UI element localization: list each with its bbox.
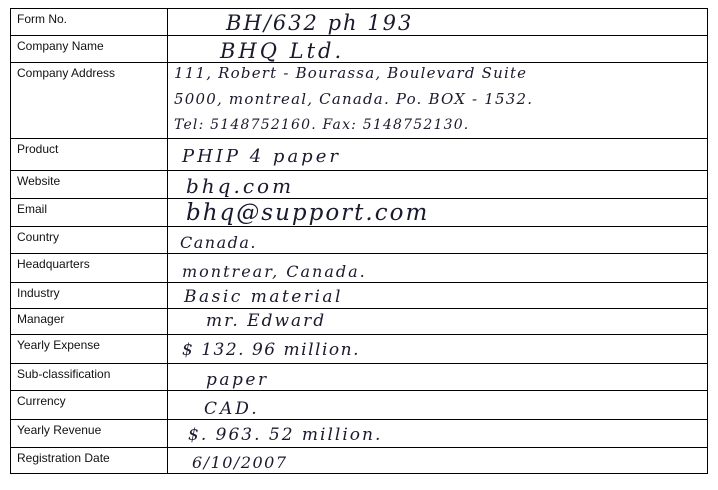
label-country: Country (11, 227, 168, 253)
value-product (168, 139, 707, 170)
row-industry (11, 283, 707, 309)
label-sub-classification: Sub-classification (11, 364, 168, 390)
manager-text: mr. Edward (206, 311, 327, 331)
row-currency (11, 391, 707, 420)
label-email: Email (11, 199, 168, 226)
registration-date-text: 6/10/2007 (192, 453, 288, 472)
row-country (11, 227, 707, 254)
currency-text: CAD. (204, 399, 260, 419)
label-registration-date: Registration Date (11, 448, 168, 473)
product-text: PHIP 4 paper (182, 146, 341, 167)
label-website: Website (11, 171, 168, 198)
value-yearly-revenue (168, 420, 707, 447)
value-sub-classification (168, 364, 707, 390)
value-currency (168, 391, 707, 419)
registration-form (10, 8, 708, 474)
value-industry (168, 283, 707, 308)
row-yearly-expense (11, 335, 707, 364)
website-text: bhq.com (186, 174, 295, 198)
label-product: Product (11, 139, 168, 170)
label-industry: Industry (11, 283, 168, 308)
label-yearly-revenue: Yearly Revenue (11, 420, 168, 447)
company-name-text: BHQ Ltd. (220, 39, 345, 62)
label-company-name: Company Name (11, 36, 168, 62)
label-headquarters: Headquarters (11, 254, 168, 282)
value-country (168, 227, 707, 253)
value-company-name (168, 36, 707, 62)
address-line-3: Tel: 5148752160. Fax: 5148752130. (174, 117, 470, 133)
row-sub-classification (11, 364, 707, 391)
value-headquarters (168, 254, 707, 282)
yearly-expense-text: $ 132. 96 million. (182, 340, 360, 360)
value-email (168, 199, 707, 226)
row-product (11, 139, 707, 171)
email-text: bhq@support.com (186, 200, 430, 226)
value-manager (168, 309, 707, 334)
row-yearly-revenue (11, 420, 707, 448)
row-email (11, 199, 707, 227)
row-registration-date (11, 448, 707, 474)
value-company-address (168, 63, 707, 138)
value-website (168, 171, 707, 198)
row-manager (11, 309, 707, 335)
label-yearly-expense: Yearly Expense (11, 335, 168, 363)
address-line-1: 111, Robert - Bourassa, Boulevard Suite (174, 64, 528, 82)
form-no-text: BH/632 ph 193 (226, 11, 414, 35)
industry-text: Basic material (184, 287, 343, 307)
address-line-2: 5000, montreal, Canada. Po. BOX - 1532. (174, 90, 534, 108)
yearly-revenue-text: $. 963. 52 million. (188, 425, 383, 445)
row-company-name (11, 36, 707, 63)
row-headquarters (11, 254, 707, 283)
headquarters-text: montrear, Canada. (182, 262, 367, 281)
label-company-address: Company Address (11, 63, 168, 138)
label-currency: Currency (11, 391, 168, 419)
row-company-address (11, 63, 707, 139)
value-yearly-expense (168, 335, 707, 363)
row-form-no (11, 9, 707, 36)
label-manager: Manager (11, 309, 168, 334)
row-website (11, 171, 707, 199)
label-form-no: Form No. (11, 9, 168, 35)
value-registration-date (168, 448, 707, 473)
value-form-no (168, 9, 707, 35)
sub-classification-text: paper (206, 370, 269, 390)
country-text: Canada. (180, 233, 257, 252)
